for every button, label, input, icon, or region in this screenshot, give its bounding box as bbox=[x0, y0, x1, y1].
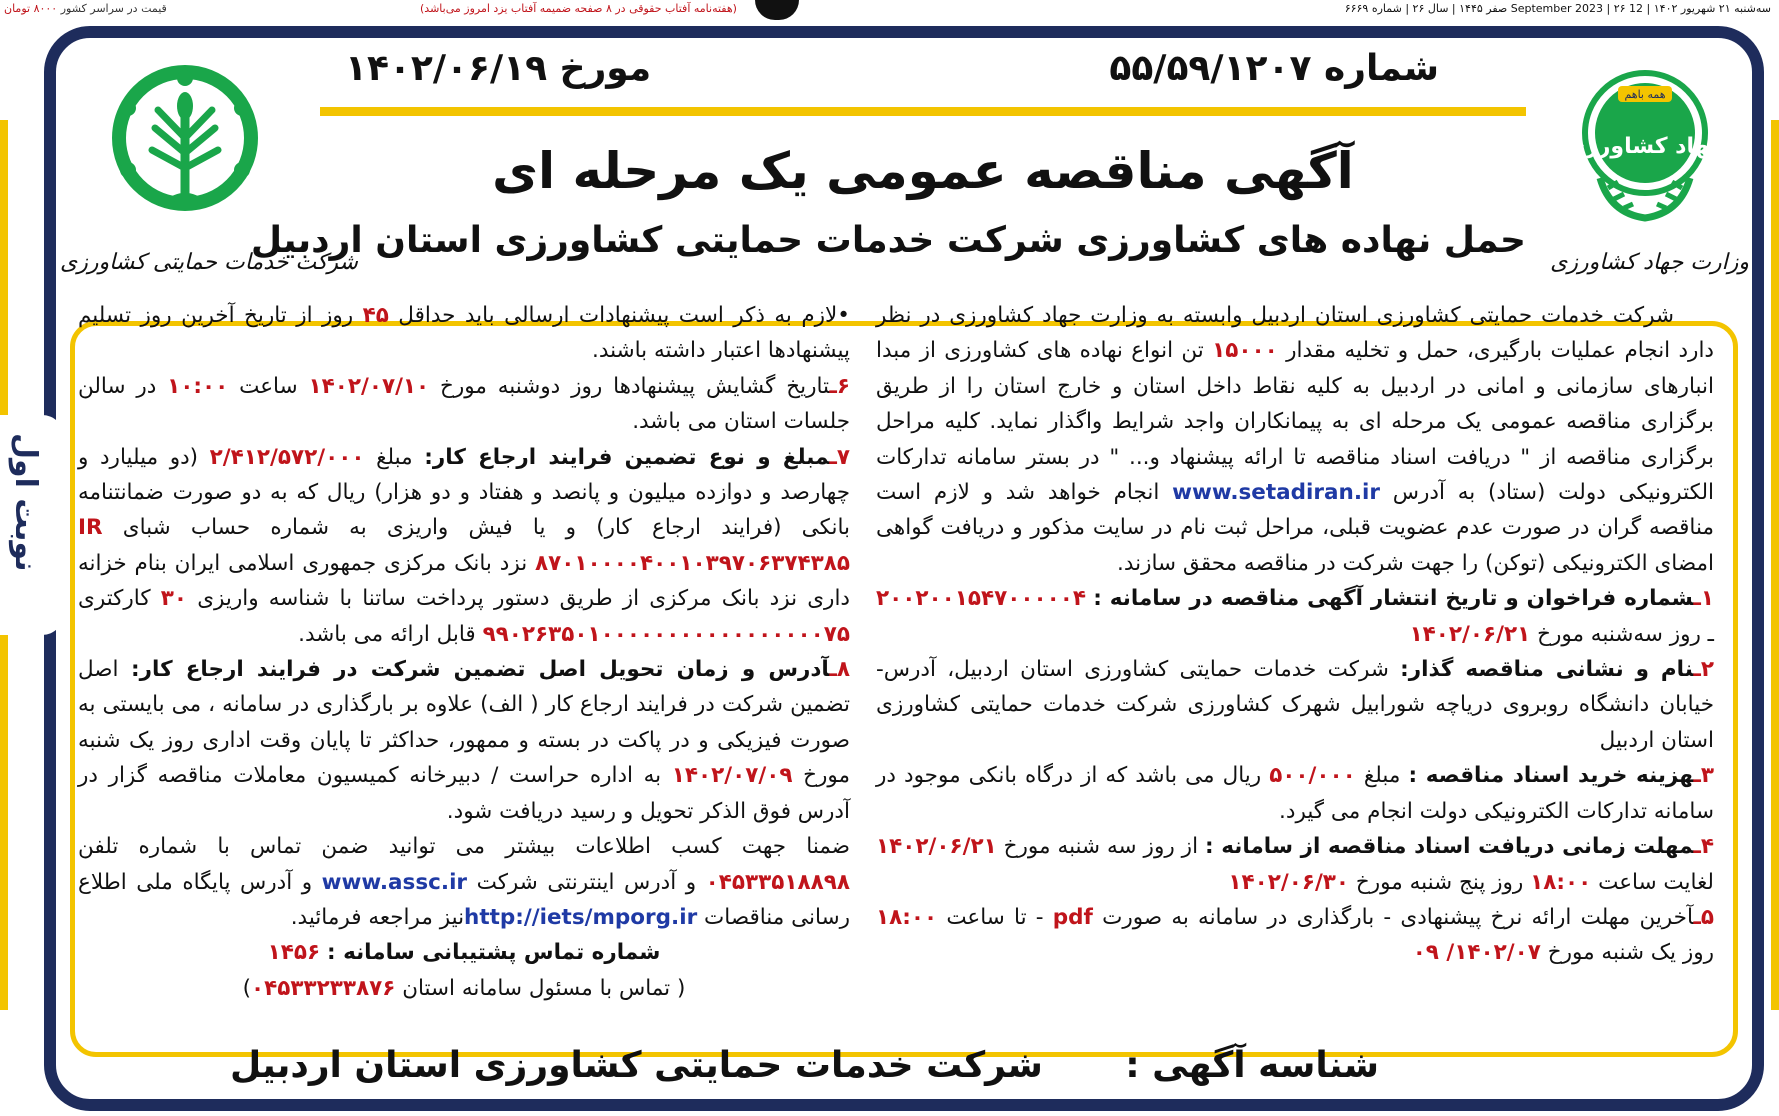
iets-link[interactable]: http://iets/mporg.ir bbox=[464, 904, 698, 930]
page-title: آگهی مناقصه عمومی یک مرحله ای bbox=[492, 142, 1354, 200]
support-line: شماره تماس پشتیبانی سامانه : ۱۴۵۶ bbox=[267, 940, 661, 966]
masthead-supplement-note: (هفته‌نامه آفتاب حقوقی در ۸ صفحه ضمیمه آفتاب یزد امروز می‌باشد) bbox=[420, 2, 737, 15]
contact-paragraph: ضمنا جهت کسب اطلاعات بیشتر می توانید ضمن تماس با شماره تلفن ۰۴۵۳۳۵۱۸۸۹۸ و آدرس اینترنتی شرکت www.assc.ir و آدرس پایگاه ملی اطلاع رسانی مناقصات http://iets/mporg.irنیز مراجعه فرمائید. bbox=[78, 834, 850, 930]
item-7: ۷ـمبلغ و نوع تضمین فرایند ارجاع کار: مبلغ ۲/۴۱۲/۵۷۲/۰۰۰ (دو میلیارد و چهارصد و دوازده میلیون و پانصد و هفتاد و دو هزار) ریال که به دو صورت ضمانتنامه بانکی (فرایند ارجاع کار) و یا فیش واریزی به شماره حساب شبای IR ۸۷۰۱۰۰۰۰۴۰۰۱۰۳۹۷۰۶۳۷۴۳۸۵ نزد بانک مرکزی جمهوری اسلامی ایران بنام خزانه داری نزد بانک مرکزی از طریق دستور پرداخت ساتنا با شناسه واریزی ۳۰ کارکتری ۹۹۰۲۶۳۵۰۱۰۰۰۰۰۰۰۰۰۰۰۰۰۰۰۰۰۷۵ قابل ارائه می باشد. bbox=[78, 444, 850, 647]
right-yellow-strip bbox=[1771, 120, 1779, 1010]
ministry-logo-icon bbox=[1564, 58, 1726, 228]
ministry-caption: وزارت جهاد کشاورزی bbox=[1550, 250, 1749, 275]
item-4: ۴ـمهلت زمانی دریافت اسناد مناقصه از سامانه : از روز سه شنبه مورخ ۱۴۰۲/۰۶/۲۱ لغایت ساعت ۱۸:۰۰ روز پنج شنبه مورخ ۱۴۰۲/۰۶/۳۰ bbox=[876, 834, 1714, 895]
masthead-issue-info: سه‌شنبه ۲۱ شهریور ۱۴۰۲ | 12 September 2023 | ۲۶ صفر ۱۴۴۵ | سال ۲۶ | شماره ۶۶۶۹ bbox=[1344, 2, 1771, 15]
item-2: ۲ـنام و نشانی مناقصه گذار: شرکت خدمات حمایتی کشاورزی استان اردبیل، آدرس- خیابان دانشگاه روبروی دریاچه شورابیل شهرک کشاورزی شرکت خدمات حمایتی کشاورزی استان اردبیل bbox=[876, 657, 1714, 753]
ministry-logo-text: جهاد کشاورزی bbox=[1564, 134, 1726, 159]
page-subtitle: حمل نهاده های کشاورزی شرکت خدمات حمایتی کشاورزی استان اردبیل bbox=[250, 220, 1526, 261]
masthead-notch bbox=[755, 0, 799, 20]
company-caption: شرکت خدمات حمایتی کشاورزی bbox=[60, 250, 358, 275]
newspaper-masthead bbox=[0, 0, 1779, 22]
validity-note: •لازم به ذکر است پیشنهادات ارسالی باید حداقل ۴۵ روز از تاریخ آخرین روز تسلیم پیشنهادها اعتبار داشته باشند. bbox=[78, 303, 850, 364]
setad-link[interactable]: www.setadiran.ir bbox=[1172, 480, 1380, 506]
support-phone-line: ( تماس با مسئول سامانه استان ۰۴۵۳۳۲۳۳۸۷۶) bbox=[242, 975, 686, 1001]
item-5: ۵ـآخرین مهلت ارائه نرخ پیشنهادی - بارگذاری در سامانه به صورت pdf - تا ساعت ۱۸:۰۰ روز یک شنبه مورخ ۱۴۰۲/۰۷/ ۰۹ bbox=[876, 904, 1714, 966]
right-column bbox=[876, 298, 1714, 971]
item-3: ۳ـهزینه خرید اسناد مناقصه : مبلغ ۵۰۰/۰۰۰ ریال می باشد که از درگاه بانکی موجود در سامانه تدارکات الکترونیکی دولت انجام می گیرد. bbox=[876, 763, 1714, 824]
item-1: ۱ـشماره فراخوان و تاریخ انتشار آگهی مناقصه در سامانه : ۲۰۰۲۰۰۱۵۴۷۰۰۰۰۰۴ ـ روز سه‌شنبه مورخ ۱۴۰۲/۰۶/۲۱ bbox=[876, 586, 1714, 647]
footer-company-name: شرکت خدمات حمایتی کشاورزی استان اردبیل bbox=[230, 1045, 1043, 1086]
intro-paragraph: شرکت خدمات حمایتی کشاورزی استان اردبیل وابسته به وزارت جهاد کشاورزی در نظر دارد انجام عملیات بارگیری، حمل و تخلیه مقدار ۱۵۰۰۰ تن انواع نهاده های کشاورزی از مبدا انبارهای سازمانی و امانی در اردبیل به کلیه نقاط داخل استان و خارج استان را از طریق برگزاری مناقصه عمومی یک مرحله ای به پیمانکاران واجد شرایط واگذار نماید. کلیه مراحل برگزاری مناقصه از " دریافت اسناد مناقصه تا ارائه پیشنهاد و... " در بستر سامانه تدارکات الکترونیکی دولت (ستاد) به آدرس www.setadiran.ir انجام خواهد شد و لازم است مناقصه گران در صورت عدم عضویت قبلی، مراحل ثبت نام در سایت مذکور و دریافت گواهی امضای الکترونیکی (توکن) را جهت شرکت در مناقصه محقق سازند. bbox=[876, 303, 1714, 576]
ministry-logo-top-text: همه باهم bbox=[1624, 88, 1666, 101]
ad-number: شماره ۵۵/۵۹/۱۲۰۷ bbox=[1109, 48, 1439, 89]
assc-link[interactable]: www.assc.ir bbox=[321, 869, 468, 895]
insertion-tab bbox=[0, 415, 64, 635]
ad-date: مورخ ۱۴۰۲/۰۶/۱۹ bbox=[345, 48, 652, 89]
company-logo-icon bbox=[110, 58, 260, 238]
item-8: ۸ـآدرس و زمان تحویل اصل تضمین شرکت در فرایند ارجاع کار: اصل تضمین شرکت در فرایند ارجاع کار ( الف) علاوه بر بارگذاری در سامانه ، می بایستی به صورت فیزیکی و در پاکت در بسته و ممهور، حداکثر تا پایان وقت اداری روز یک شنبه مورخ ۱۴۰۲/۰۷/۰۹ به اداره حراست / دبیرخانه کمیسیون معاملات مناقصه گزار در آدرس فوق الذکر تحویل و رسید دریافت شود. bbox=[78, 657, 850, 824]
header-yellow-bar bbox=[320, 107, 1526, 116]
item-6: ۶ـتاریخ گشایش پیشنهادها روز دوشنبه مورخ ۱۴۰۲/۰۷/۱۰ ساعت ۱۰:۰۰ در سالن جلسات استان می باشد. bbox=[78, 373, 850, 435]
masthead-price: قیمت در سراسر کشور ۸۰۰۰ تومان bbox=[4, 2, 167, 15]
insertion-label: نوبت اول bbox=[8, 433, 43, 572]
left-column bbox=[78, 298, 850, 1006]
ad-id-label: شناسه آگهی : bbox=[1125, 1045, 1379, 1086]
